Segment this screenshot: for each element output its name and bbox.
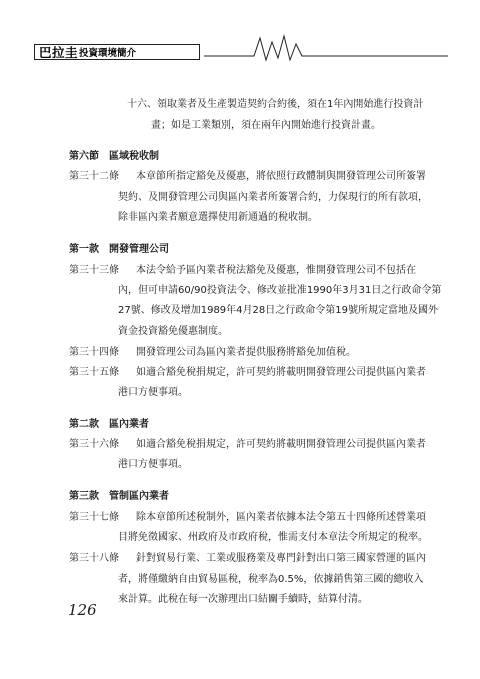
- article-33-line-3: 27號、修改及增加1989年4月28日之行政命令第19號所規定當地及國外: [118, 305, 438, 316]
- article-32-line-3: 除非區內業者願意選擇使用新通過的稅收制。: [118, 212, 318, 223]
- article-37-line-1: 除本章節所述稅制外，區內業者依據本法令第五十四條所述營業項: [136, 512, 426, 523]
- article-38-line-2: 者，將僅繳納自由貿易區稅，稅率為0.5%，依據銷售第三國的總收入: [118, 574, 424, 585]
- article-35-line-1: 如適合豁免稅捐規定，許可契約將載明開發管理公司提供區內業者: [136, 367, 426, 378]
- section-6-heading: 第六節 區域稅收制: [69, 151, 159, 162]
- article-38-label: 第三十八條: [69, 553, 119, 564]
- article-33-line-4: 資金投資豁免優惠制度。: [118, 326, 228, 337]
- header-subtitle: 投資環境簡介: [79, 48, 137, 59]
- article-38-line-3: 來計算。此稅在每一次辦理出口結關手續時，結算付清。: [118, 594, 368, 605]
- intro-line-2: 畫；如是工業類別，須在兩年內開始進行投資計畫。: [151, 120, 381, 131]
- header-title-box: [34, 44, 200, 60]
- part-2-heading: 第二款 區內業者: [69, 419, 149, 430]
- page-number: 126: [68, 601, 97, 619]
- header-brand: 巴拉圭: [39, 45, 79, 60]
- article-37-label: 第三十七條: [69, 512, 119, 523]
- page-header: [34, 34, 448, 62]
- article-34-label: 第三十四條: [69, 347, 119, 358]
- article-36-label: 第三十六條: [69, 439, 119, 450]
- article-32-label: 第三十二條: [69, 171, 119, 182]
- article-36-line-2: 港口方便事項。: [118, 459, 188, 470]
- article-35-line-2: 港口方便事項。: [118, 387, 188, 398]
- article-36-line-1: 如適合豁免稅捐規定，許可契約將載明開發管理公司提供區內業者: [136, 439, 426, 450]
- header-heartbeat-line-icon: [204, 34, 448, 62]
- article-33-line-1: 本法令給予區內業者稅法豁免及優惠，惟開發管理公司不包括在: [136, 265, 416, 276]
- article-35-label: 第三十五條: [69, 367, 119, 378]
- article-38-line-1: 針對貿易行業、工業或服務業及專門針對出口第三國家營運的區內: [136, 553, 426, 564]
- part-3-heading: 第三款 管制區內業者: [69, 491, 169, 502]
- part-1-heading: 第一款 開發管理公司: [69, 244, 169, 255]
- article-34-line-1: 開發管理公司為區內業者提供服務將豁免加值稅。: [136, 347, 356, 358]
- article-32-line-2: 契約、及開發管理公司與區內業者所簽署合約，力保現行的所有款項，: [118, 192, 428, 203]
- intro-line-1: 十六、領取業者及生產製造契約合約後，須在1年內開始進行投資計: [127, 99, 424, 110]
- article-32-line-1: 本章節所指定豁免及優惠，將依照行政體制與開發管理公司所簽署: [136, 171, 426, 182]
- article-37-line-2: 目將免徵國家、州政府及市政府稅，惟需支付本章法令所規定的稅率。: [118, 532, 428, 543]
- article-33-label: 第三十三條: [69, 265, 119, 276]
- article-33-line-2: 內，但可申請60/90投資法令、修改並批准1990年3月31日之行政命令第: [118, 285, 442, 296]
